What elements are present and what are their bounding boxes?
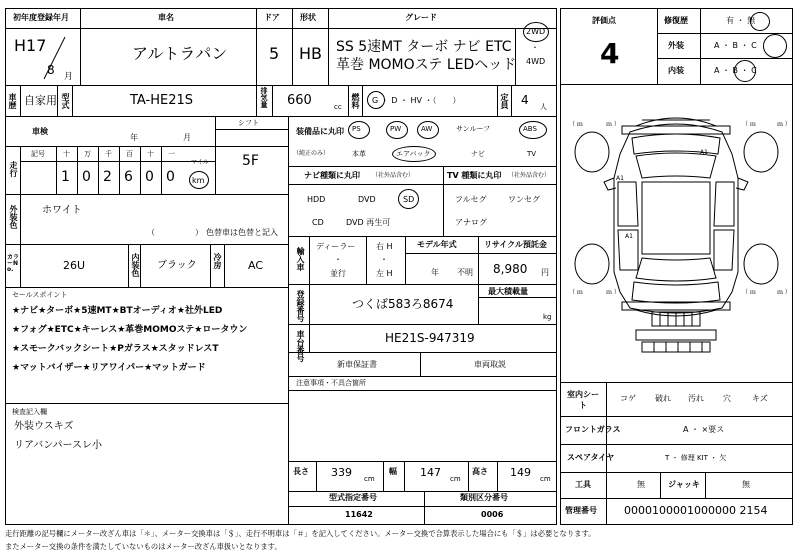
color-no-label: カラーNo. [7, 254, 20, 273]
mileage-label: 走行 [9, 161, 18, 177]
fuel-options: G ・ D ・ HV ・（ ） [372, 96, 461, 105]
damage-mark-a1-rear: A1 [625, 233, 633, 240]
repair-label: 修復歴 [664, 16, 688, 25]
mileage-digit-header: 十 [147, 150, 154, 158]
history-label: 車歴 [8, 93, 17, 109]
registration-value: つくば583ろ8674 [352, 297, 454, 311]
sales-point-line: ★マットバイザー★リアワイパー★マットガード [12, 363, 206, 373]
sales-point-line: ★フォグ★ETC★キーレス★革巻MOMOステ★ロータウン [12, 325, 248, 335]
equipment-label: 装備品に丸印 [296, 127, 344, 136]
model-year-unknown: 不明 [457, 268, 473, 277]
shift-label: シフト [238, 119, 259, 127]
exterior-c-circle [763, 34, 787, 58]
model-year-label: モデル年式 [417, 240, 457, 249]
type-number-value: 11642 [345, 510, 373, 519]
caution-label: 注意事項・不具合箇所 [296, 379, 366, 387]
nav-label: ナビ種類に丸印 [304, 171, 360, 180]
shaken-year-unit: 年 [130, 133, 138, 142]
inspector-line-1: 外装ウスキズ [14, 421, 74, 432]
mileage-digit-header: 千 [105, 150, 112, 158]
capacity-value: 4 [521, 93, 529, 107]
doors-label: ドア [264, 13, 280, 22]
equipment-item: ナビ [471, 150, 485, 158]
windshield-options: A ・ ×要ス [683, 425, 725, 434]
damage-mark-a1-front: A1 [700, 149, 708, 156]
model-label: 型式 [61, 93, 70, 109]
import-right-h: 右 H [376, 242, 393, 251]
chassis-label: 車台番号 [296, 330, 305, 362]
width-label: 幅 [389, 467, 397, 476]
jack-value: 無 [742, 480, 750, 489]
tv-sublabel: （社外品含む） [508, 172, 551, 179]
jack-label: ジャッキ [668, 480, 700, 489]
mgmt-label: 管理番号 [565, 506, 597, 515]
mileage-digit: 1 [61, 169, 70, 185]
recycle-unit: 円 [541, 268, 549, 277]
model-year-unit: 年 [431, 268, 439, 277]
seat-item: コゲ [620, 394, 636, 403]
inspector-line-2: リアバンパースレ小 [14, 440, 102, 451]
nav-cd: CD [312, 218, 324, 227]
score-label: 評価点 [592, 16, 616, 25]
seat-item: キズ [752, 394, 768, 403]
mileage-digit: 0 [145, 169, 154, 185]
tv-analog: アナログ [455, 218, 487, 227]
color-value: ホワイト [42, 205, 82, 216]
tools-label: 工具 [575, 480, 591, 489]
symbol-label: 記号 [31, 150, 45, 158]
repair-options: 有 ・ 無 [726, 16, 756, 25]
manual-label: 車両取説 [474, 360, 506, 369]
equipment-item: PW [390, 125, 402, 133]
bracket-tl-open: （ ｍ [569, 121, 583, 128]
mileage-digit-header: 一 [168, 150, 175, 158]
equipment-item: エアバック [396, 150, 431, 158]
car-name-value: アルトラパン [132, 44, 228, 63]
spare-options: T ・ 修理 KIT ・ 欠 [665, 454, 727, 462]
month-unit: 月 [64, 72, 74, 82]
fuel-label: 燃料 [351, 93, 360, 109]
shape-label: 形状 [300, 13, 316, 22]
mileage-digit: 0 [82, 169, 91, 185]
seat-item: 穴 [723, 394, 731, 403]
equipment-item: サンルーフ [456, 125, 491, 133]
displacement-value: 660 [287, 93, 312, 108]
inspector-label: 検査記入欄 [12, 408, 47, 416]
first-reg-era: H17 [14, 36, 47, 55]
import-left-h: 左 H [376, 269, 393, 278]
tools-value: 無 [637, 480, 645, 489]
mileage-digit-header: 百 [126, 150, 133, 158]
interior-color-value: ブラック [157, 260, 197, 271]
recycle-value: 8,980 [493, 262, 528, 276]
seat-label: 室内シート [567, 390, 599, 411]
width-value: 147 [420, 466, 441, 479]
import-dealer: ディーラー [316, 242, 356, 251]
width-unit: cm [450, 475, 461, 483]
bracket-tr-open: （ ｍ [742, 121, 756, 128]
nav-hdd: HDD [307, 195, 326, 204]
max-load-label: 最大積載量 [488, 287, 528, 296]
damage-mark-a1-side: A1 [616, 175, 624, 182]
tv-label: TV 種類に丸印 [447, 171, 502, 180]
equipment-item: 本革 [352, 150, 366, 158]
drive-dot: ・ [531, 43, 539, 52]
seat-item: 破れ [655, 394, 671, 403]
class-number-value: 0006 [481, 510, 504, 519]
bracket-tr-close: ｍ ） [777, 121, 791, 128]
footer-line-1: 走行距離の記号欄にメーター改ざん車は「＊」、メーター交換車は「＄」、走行不明車は「＃」を記入してください。メーター交換で合算表示した場合にも「＄」は必要となります。 [5, 529, 596, 538]
bracket-br-close: ｍ ） [777, 289, 791, 296]
import-dot2: ・ [380, 255, 388, 264]
sales-point-line: ★ナビ★ターボ★5速MT★BTオーディオ★社外LED [12, 306, 223, 316]
first-reg-month: 8 [47, 63, 55, 77]
history-value: 自家用 [24, 94, 57, 107]
km-label: km [192, 176, 205, 185]
chassis-value: HE21S-947319 [385, 331, 475, 345]
mileage-digit: 2 [103, 169, 112, 185]
tv-fullseg: フルセグ [455, 195, 487, 204]
length-unit: cm [364, 475, 375, 483]
height-unit: cm [540, 475, 551, 483]
bracket-bl-close: ｍ ） [606, 289, 620, 296]
doors-value: 5 [269, 44, 280, 63]
bracket-tl-close: ｍ ） [606, 121, 620, 128]
grade-line-1: SS 5速MT ターボ ナビ ETC [336, 39, 512, 55]
mileage-digit-header: 十 [63, 150, 70, 158]
ac-value: AC [248, 259, 264, 272]
drive-2wd: 2WD [526, 27, 546, 36]
exterior-options: A ・ B ・ C [714, 41, 757, 50]
mile-label: マイル [191, 159, 209, 166]
interior-color-label: 内装色 [131, 253, 140, 277]
mileage-digit: 6 [124, 169, 133, 185]
bracket-br-open: （ ｍ [742, 289, 756, 296]
model-value: TA-HE21S [130, 93, 194, 108]
color-note-paren: （ ） [147, 228, 203, 237]
spare-label: スペアタイヤ [567, 453, 615, 462]
windshield-label: フロントガラス [565, 425, 621, 434]
capacity-label: 定員 [500, 93, 509, 109]
exterior-label: 外装 [668, 41, 684, 50]
nav-sd: SD [403, 195, 415, 204]
shift-value: 5F [242, 153, 259, 169]
kg-unit: kg [543, 313, 552, 321]
equipment-sublabel: （純正のみ） [293, 150, 330, 157]
grade-line-2: 革巻 MOMOステ LEDヘッド [336, 57, 517, 73]
new-car-warranty: 新車保証書 [337, 360, 377, 369]
length-value: 339 [331, 466, 352, 479]
car-damage-diagram [562, 86, 791, 382]
footer-line-2: またメーター交換の条件を満たしていないものはメーター改ざん車扱いとなります。 [5, 542, 282, 551]
nav-dvd: DVD [358, 195, 376, 204]
mileage-digit-header: 万 [84, 150, 91, 158]
shape-value: HB [299, 44, 323, 63]
interior-label: 内装 [668, 66, 684, 75]
import-parallel: 並行 [330, 269, 346, 278]
equipment-item: AW [421, 125, 433, 133]
sales-points-label: セールスポイント [12, 291, 68, 299]
height-value: 149 [510, 466, 531, 479]
grade-label: グレード [405, 13, 437, 22]
color-no-value: 26U [63, 259, 86, 272]
tv-oneseg: ワンセグ [508, 195, 540, 204]
registration-label: 登録番号 [296, 290, 305, 322]
type-number-label: 型式指定番号 [329, 493, 377, 502]
mgmt-value: 0000100001000000 2154 [624, 504, 768, 517]
height-label: 高さ [472, 467, 488, 476]
score-value: 4 [600, 37, 620, 70]
nav-dvd-play: DVD 再生可 [346, 218, 391, 227]
first-reg-label: 初年度登録年月 [13, 13, 69, 22]
nav-sublabel: （社外品含む） [372, 172, 415, 179]
recycle-label: リサイクル預託金 [484, 240, 547, 249]
displacement-label: 排気量 [260, 87, 268, 108]
class-number-label: 類別区分番号 [460, 493, 508, 502]
mileage-digit: 0 [166, 169, 175, 185]
length-label: 長さ [293, 467, 309, 476]
bracket-bl-open: （ ｍ [569, 289, 583, 296]
sales-point-line: ★スモークバックシート★Pガラス★スタッドレスT [12, 344, 219, 354]
car-name-label: 車名 [158, 13, 174, 22]
color-label: 外装色 [9, 205, 18, 229]
shaken-month-unit: 月 [183, 133, 191, 142]
seat-item: 汚れ [688, 394, 704, 403]
drive-4wd: 4WD [526, 57, 546, 66]
equipment-item: TV [527, 150, 537, 158]
ac-label: 冷房 [213, 253, 222, 269]
import-label: 輸入車 [296, 247, 305, 271]
capacity-unit: 人 [540, 103, 547, 111]
interior-options: A ・ B ・ C [714, 66, 757, 75]
shaken-label: 車検 [32, 127, 48, 136]
equipment-item: ABS [523, 125, 537, 133]
color-note: 色替車は色替と記入 [206, 228, 278, 237]
equipment-item: PS [352, 125, 361, 133]
import-dot: ・ [334, 255, 342, 264]
cc-unit: cc [334, 103, 342, 111]
